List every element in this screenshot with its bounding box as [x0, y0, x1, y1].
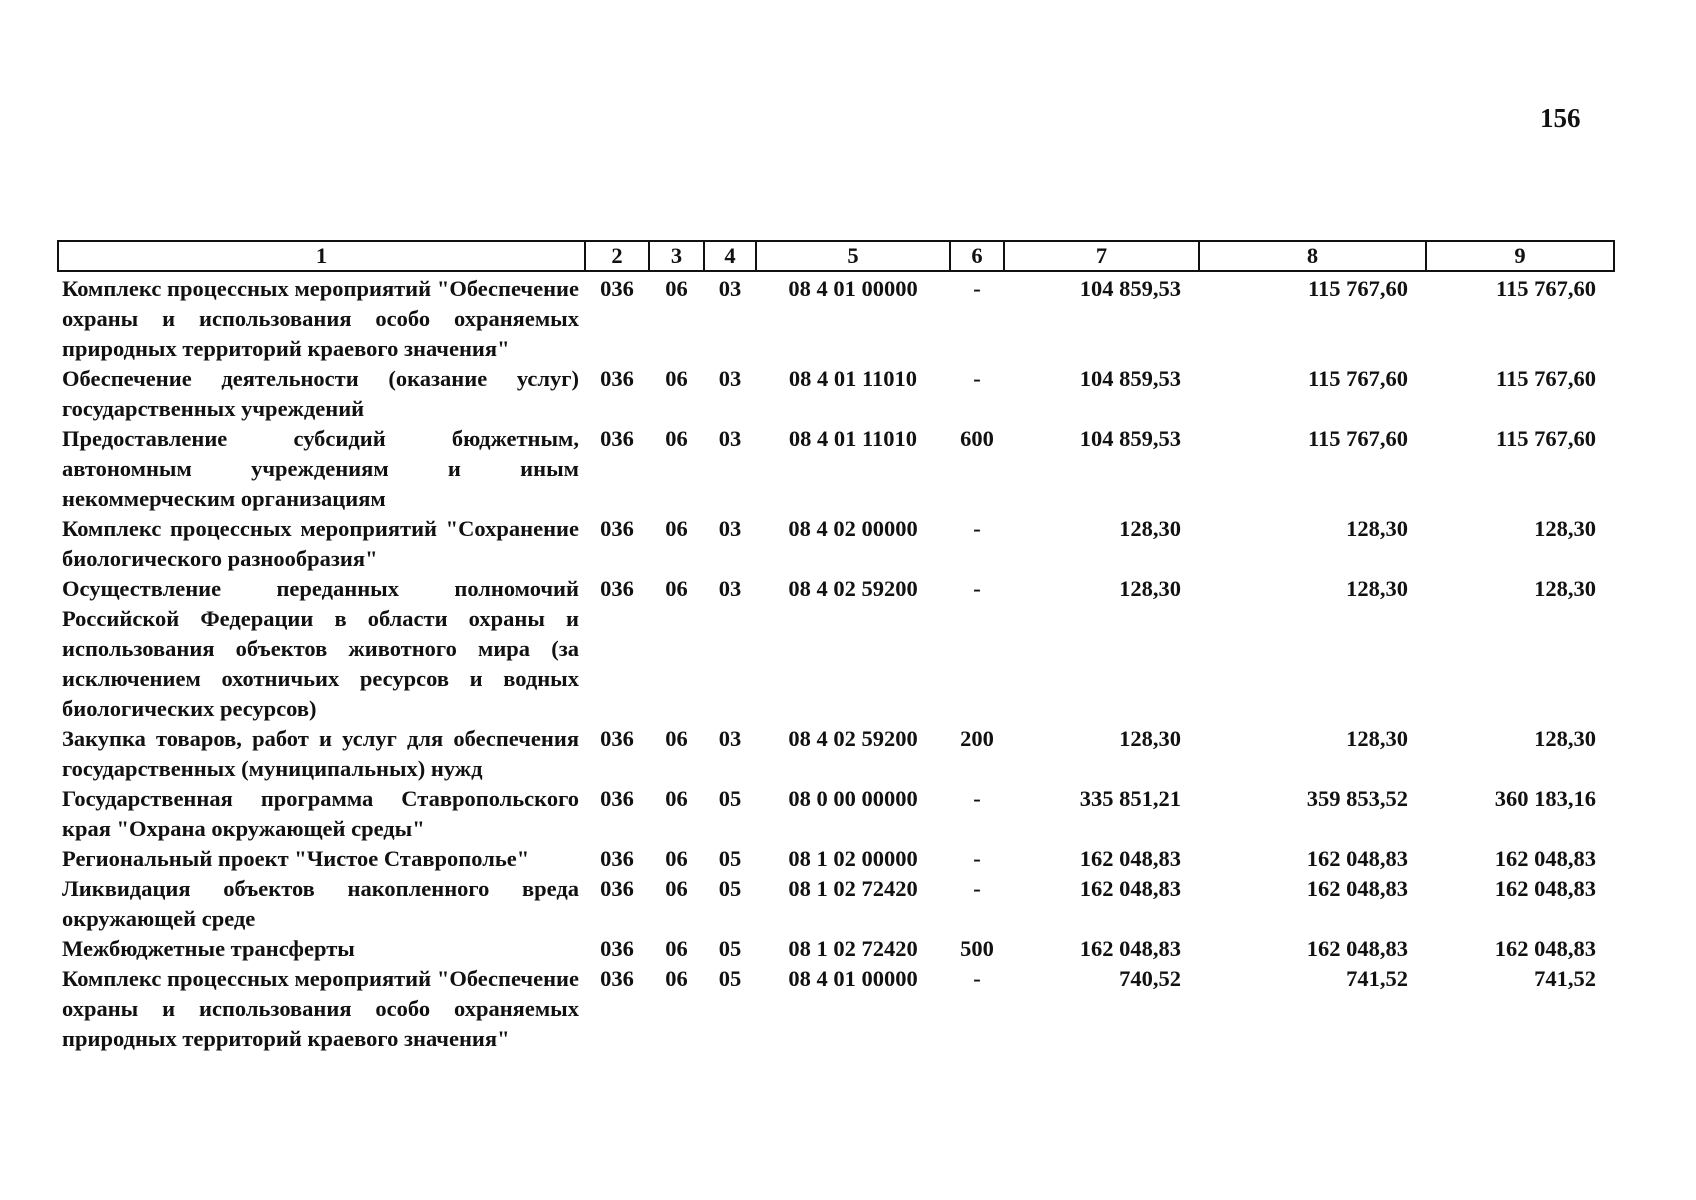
- table-header-row: [58, 241, 1614, 271]
- page-number: 156: [1540, 103, 1581, 133]
- row-col-6: 200: [960, 726, 994, 751]
- row-col-5: 08 4 02 59200: [788, 576, 918, 601]
- row-col-6: -: [973, 846, 981, 871]
- row-col-7: 162 048,83: [1079, 876, 1181, 901]
- row-col-6: -: [973, 966, 981, 991]
- row-col-7: 104 859,53: [1079, 366, 1181, 391]
- row-name: Осуществление переданных полномочий Российской Федерации в области охраны и использования объектов животного мира (за исключением охотничьих ресурсов и водных биологических ресурсов): [62, 576, 579, 721]
- row-name: Государственная программа Ставропольского края "Охрана окружающей среды": [62, 786, 579, 841]
- header-col-8: 8: [1199, 241, 1426, 271]
- row-name: Комплекс процессных мероприятий "Обеспечение охраны и использования особо охраняемых природных территорий краевого значения": [62, 276, 579, 361]
- row-col-9: 115 767,60: [1495, 276, 1596, 301]
- row-col-3: 06: [665, 876, 688, 901]
- table-row: [58, 364, 1614, 424]
- row-col-3: 06: [665, 276, 688, 301]
- row-col-2: 036: [600, 726, 634, 751]
- row-col-8: 128,30: [1346, 516, 1408, 541]
- row-col-5: 08 1 02 72420: [788, 876, 918, 901]
- row-col-3: 06: [665, 936, 688, 961]
- row-col-6: 500: [960, 936, 994, 961]
- row-col-3: 06: [665, 426, 688, 451]
- row-col-6: -: [973, 786, 981, 811]
- row-col-9: 128,30: [1534, 516, 1596, 541]
- table-row: [58, 424, 1614, 514]
- header-col-9: 9: [1426, 241, 1614, 271]
- row-col-5: 08 4 02 59200: [788, 726, 918, 751]
- row-col-4: 05: [718, 936, 742, 961]
- row-col-4: 05: [718, 786, 742, 811]
- row-col-9: 360 183,16: [1494, 786, 1596, 811]
- row-col-4: 05: [718, 876, 742, 901]
- row-col-5: 08 1 02 72420: [788, 936, 918, 961]
- header-col-5: 5: [756, 241, 950, 271]
- row-col-9: 128,30: [1534, 726, 1596, 751]
- table-row: [58, 784, 1614, 844]
- row-name: Закупка товаров, работ и услуг для обеспечения государственных (муниципальных) нужд: [62, 726, 579, 781]
- row-col-2: 036: [600, 516, 634, 541]
- row-col-9: 162 048,83: [1494, 846, 1596, 871]
- table-row: [58, 874, 1614, 934]
- row-col-9: 162 048,83: [1494, 876, 1596, 901]
- row-col-6: -: [973, 366, 981, 391]
- row-name: Комплекс процессных мероприятий "Сохранение биологического разнообразия": [62, 516, 579, 571]
- header-col-3: 3: [649, 241, 704, 271]
- row-col-8: 162 048,83: [1306, 846, 1408, 871]
- row-name: Обеспечение деятельности (оказание услуг) государственных учреждений: [62, 366, 579, 421]
- row-col-7: 104 859,53: [1079, 426, 1181, 451]
- row-col-9: 128,30: [1534, 576, 1596, 601]
- row-col-6: -: [973, 576, 981, 601]
- row-col-5: 08 4 02 00000: [788, 516, 918, 541]
- row-col-5: 08 0 00 00000: [788, 786, 918, 811]
- row-col-9: 115 767,60: [1495, 366, 1596, 391]
- row-col-8: 162 048,83: [1306, 936, 1408, 961]
- row-col-6: 600: [960, 426, 994, 451]
- row-col-3: 06: [665, 726, 688, 751]
- budget-table: [57, 240, 1615, 1054]
- row-name: Региональный проект "Чистое Ставрополье": [62, 846, 530, 871]
- row-col-8: 115 767,60: [1307, 366, 1408, 391]
- row-col-6: -: [973, 516, 981, 541]
- table-row: [58, 574, 1614, 724]
- header-col-2: 2: [585, 241, 649, 271]
- row-col-4: 03: [718, 276, 742, 301]
- row-col-2: 036: [600, 426, 634, 451]
- row-col-3: 06: [665, 966, 688, 991]
- row-col-7: 104 859,53: [1079, 276, 1181, 301]
- table-row: [58, 724, 1614, 784]
- row-col-9: 741,52: [1534, 966, 1596, 991]
- header-col-6: 6: [950, 241, 1004, 271]
- table-row: [58, 964, 1614, 1054]
- row-col-2: 036: [600, 576, 634, 601]
- row-col-2: 036: [600, 936, 634, 961]
- row-col-5: 08 4 01 00000: [788, 966, 918, 991]
- row-col-2: 036: [600, 876, 634, 901]
- row-col-2: 036: [600, 786, 634, 811]
- row-name: Предоставление субсидий бюджетным, автономным учреждениям и иным некоммерческим организациям: [62, 426, 579, 511]
- header-col-7: 7: [1004, 241, 1199, 271]
- row-col-8: 741,52: [1346, 966, 1408, 991]
- row-col-3: 06: [665, 516, 688, 541]
- header-col-1: 1: [58, 241, 585, 271]
- row-col-9: 115 767,60: [1495, 426, 1596, 451]
- row-col-8: 115 767,60: [1307, 426, 1408, 451]
- row-col-3: 06: [665, 846, 688, 871]
- table-row: [58, 514, 1614, 574]
- row-col-3: 06: [665, 366, 688, 391]
- row-col-2: 036: [600, 846, 634, 871]
- row-col-8: 128,30: [1346, 726, 1408, 751]
- row-col-8: 359 853,52: [1306, 786, 1408, 811]
- row-col-2: 036: [600, 366, 634, 391]
- header-col-4: 4: [704, 241, 756, 271]
- row-col-9: 162 048,83: [1494, 936, 1596, 961]
- row-col-4: 05: [718, 966, 742, 991]
- row-col-4: 03: [718, 726, 742, 751]
- row-col-6: -: [973, 276, 981, 301]
- table-row: [58, 271, 1614, 364]
- row-col-7: 128,30: [1119, 726, 1181, 751]
- row-col-7: 128,30: [1119, 516, 1181, 541]
- row-col-5: 08 4 01 11010: [788, 366, 918, 391]
- table-row: [58, 934, 1614, 964]
- row-col-8: 162 048,83: [1306, 876, 1408, 901]
- row-col-4: 03: [718, 516, 742, 541]
- row-col-7: 335 851,21: [1079, 786, 1181, 811]
- row-col-8: 115 767,60: [1307, 276, 1408, 301]
- table-row: [58, 844, 1614, 874]
- row-col-3: 06: [665, 576, 688, 601]
- row-col-7: 740,52: [1119, 966, 1181, 991]
- row-col-4: 05: [718, 846, 742, 871]
- row-col-2: 036: [600, 276, 634, 301]
- row-col-4: 03: [718, 576, 742, 601]
- row-name: Комплекс процессных мероприятий "Обеспечение охраны и использования особо охраняемых природных территорий краевого значения": [62, 966, 579, 1051]
- row-col-7: 128,30: [1119, 576, 1181, 601]
- row-col-4: 03: [718, 426, 742, 451]
- row-col-3: 06: [665, 786, 688, 811]
- row-name: Межбюджетные трансферты: [62, 936, 355, 961]
- row-name: Ликвидация объектов накопленного вреда окружающей среде: [62, 876, 579, 931]
- row-col-2: 036: [600, 966, 634, 991]
- row-col-8: 128,30: [1346, 576, 1408, 601]
- row-col-5: 08 1 02 00000: [788, 846, 918, 871]
- row-col-4: 03: [718, 366, 742, 391]
- row-col-5: 08 4 01 00000: [788, 276, 918, 301]
- row-col-6: -: [973, 876, 981, 901]
- row-col-7: 162 048,83: [1079, 846, 1181, 871]
- row-col-7: 162 048,83: [1079, 936, 1181, 961]
- row-col-5: 08 4 01 11010: [788, 426, 918, 451]
